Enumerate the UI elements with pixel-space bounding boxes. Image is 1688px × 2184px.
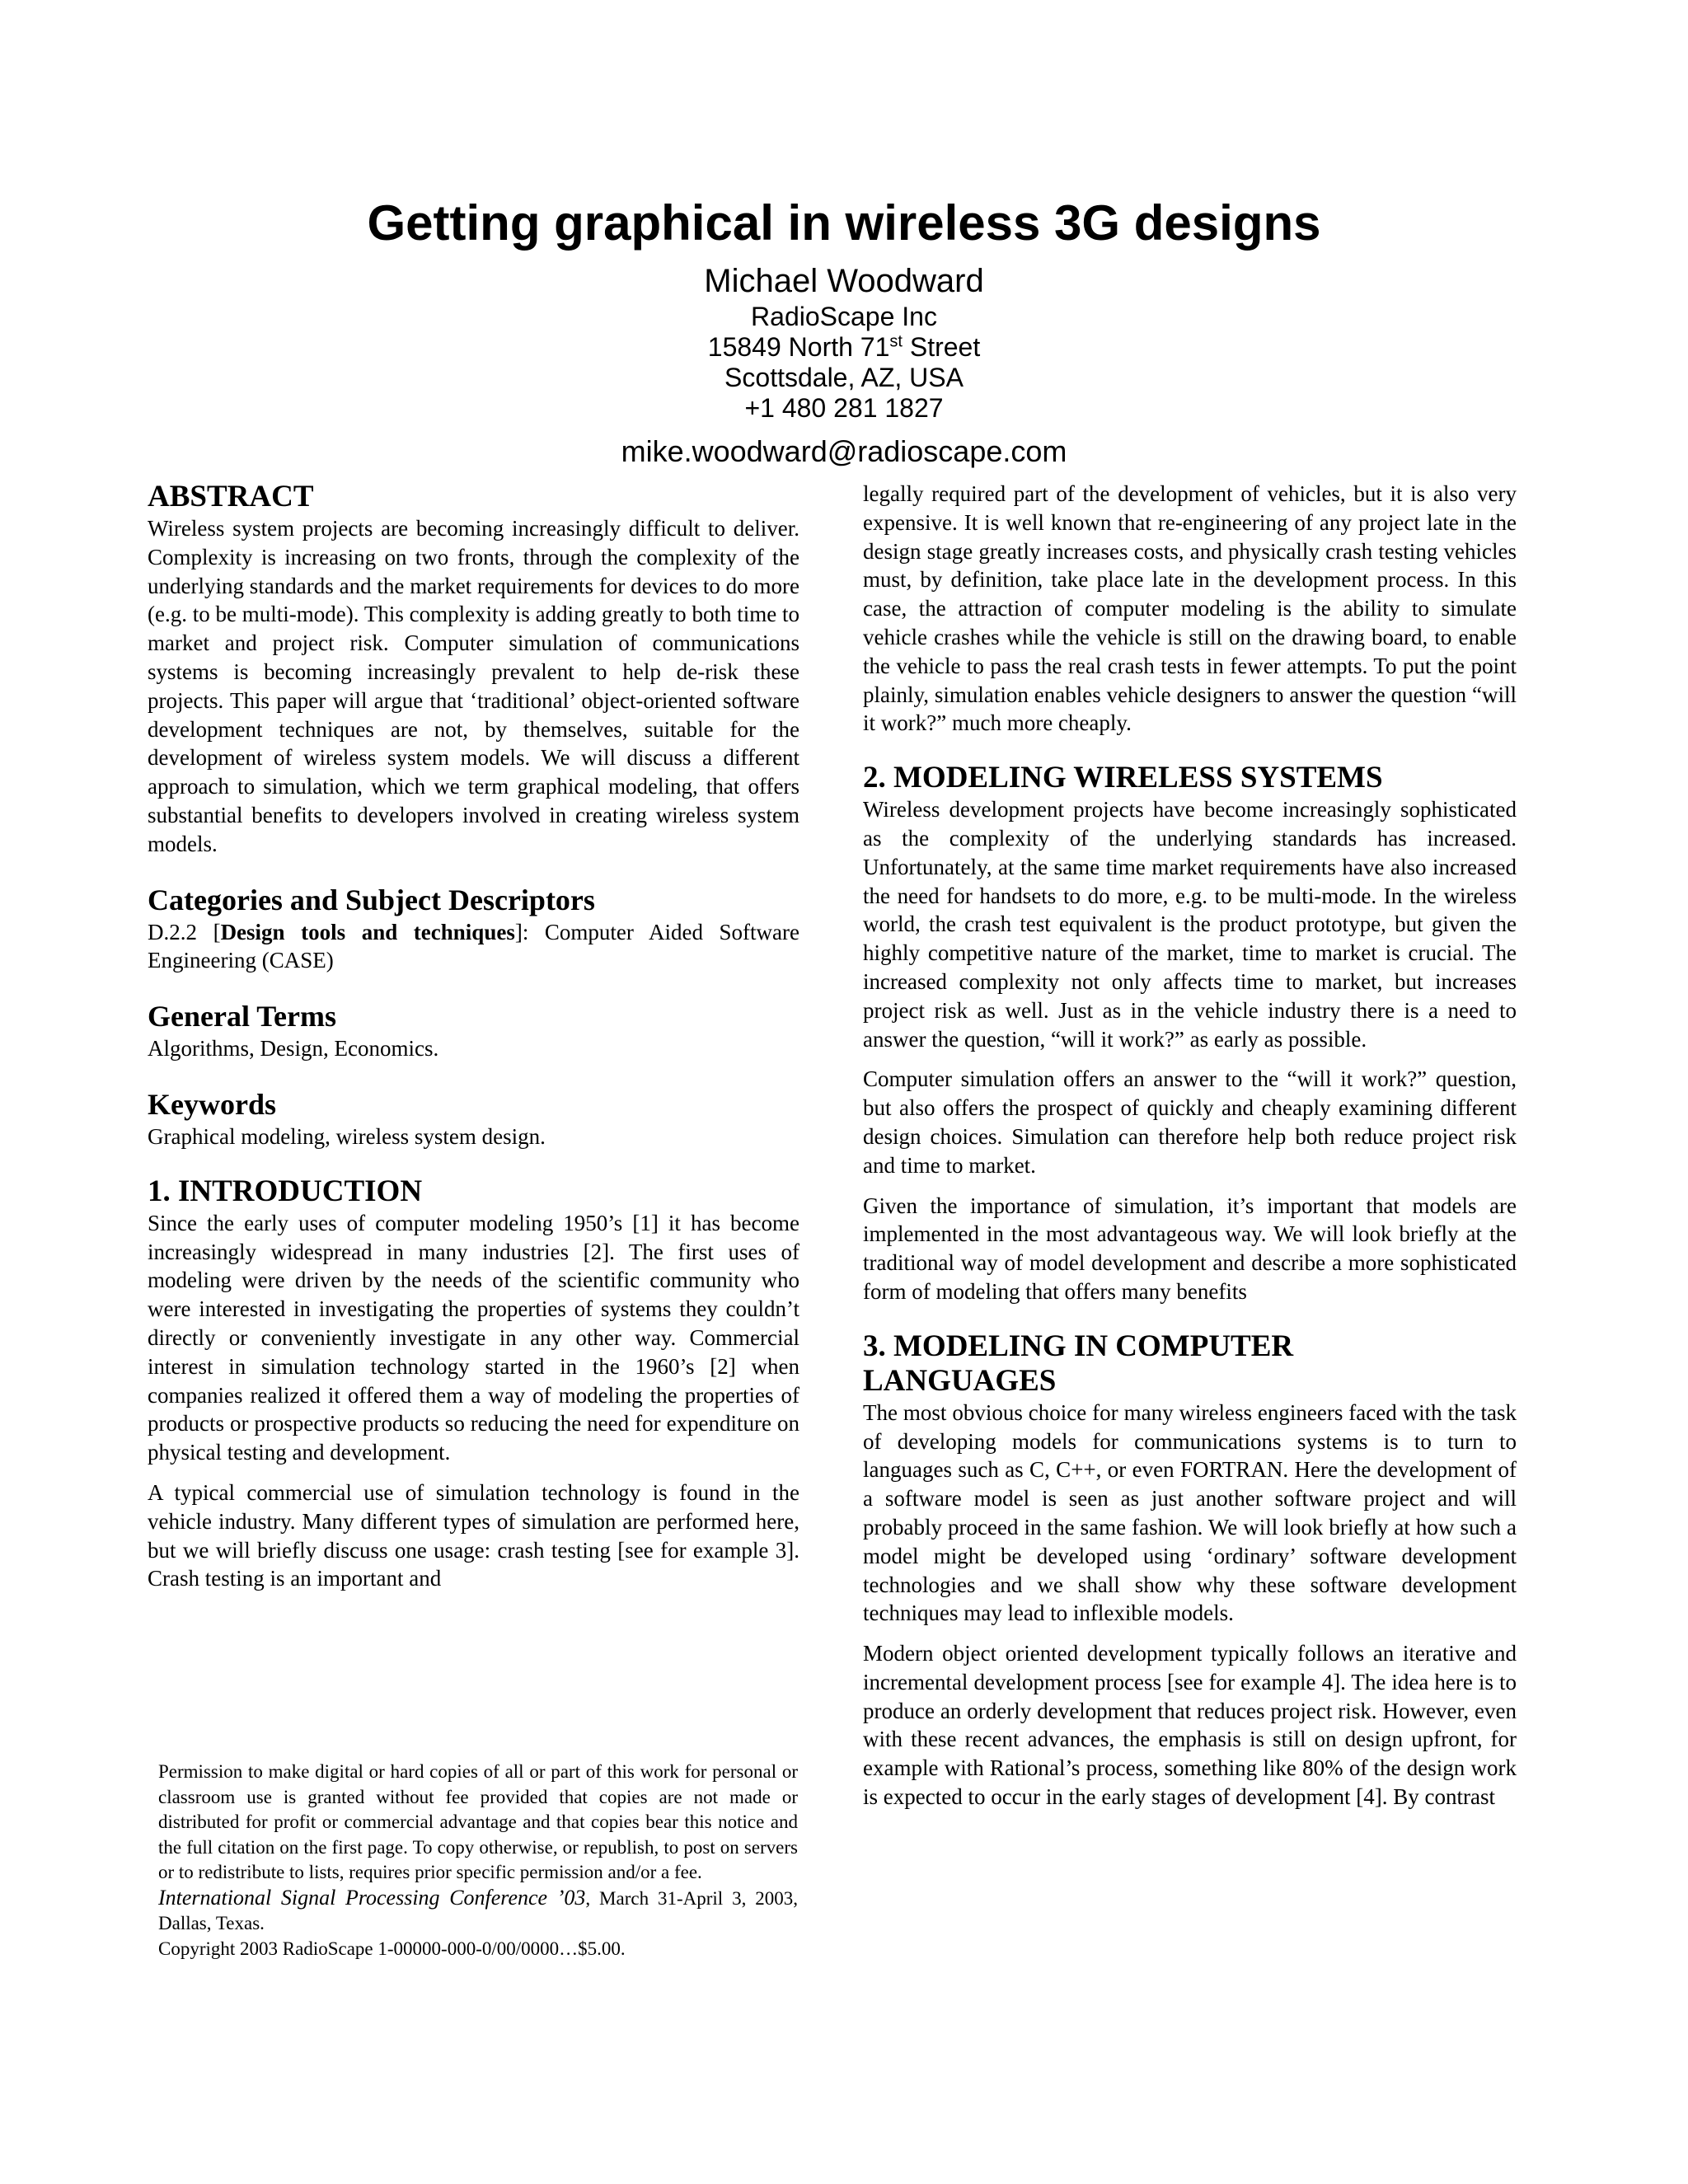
keywords-heading: Keywords [148,1087,276,1121]
section-2-paragraph: Given the importance of simulation, it’s important that models are implemented in the most advantageous way. We will look briefly at the traditional way of model development and describe a more sophisticated form of modeling that offers many benefits [863,1193,1517,1304]
introduction-continued: legally required part of the development of vehicles, but it is also very expensive. It is well known that re-engineering of any project late in the design stage greatly increases costs, and physically crash testing vehicles must, by definition, take place late in the development process. In this case, the attraction of computer modeling is the ability to simulate vehicle crashes while the vehicle is still on the drawing board, to enable the vehicle to pass the real crash tests in fewer attempts. To put the point plainly, simulation enables vehicle designers to answer the question “will it work?” much more cheaply. [863,481,1517,736]
section-3-heading-line-1: 3. MODELING IN COMPUTER [863,1329,1294,1363]
author-block [0,260,1688,424]
introduction-paragraph: Since the early uses of computer modeling 1950’s [1] it has become increasingly widespread in many industries [2]. The first uses of modeling were driven by the needs of the scientific community who were interested in investigating the properties of systems they couldn’t directly or conveniently investigate in any other way. Commercial interest in simulation technology started in the 1960’s [2] when companies realized it offered them a way of modeling the properties of products or prospective products so reducing the need for expenditure on physical testing and development. [148,1210,799,1465]
section-3-paragraph: The most obvious choice for many wireless engineers faced with the task of developing models for communications systems is to turn to languages such as C, C++, or even FORTRAN. Here the development of a software model is seen as just another software project and will probably proceed in the same fashion. We will look briefly at how such a model might be developed using ‘ordinary’ software development technologies and we shall show why these software development techniques may lead to inflexible models. [863,1399,1517,1626]
general-terms-heading: General Terms [148,1000,336,1033]
categories-rest: ]: Computer Aided Software Engineering (CASE) [148,919,799,973]
conference-name: International Signal Processing Conference ’03 [158,1885,586,1910]
right-column [863,480,1517,1811]
street-ordinal-suffix: st [889,332,903,351]
introduction-paragraph: A typical commercial use of simulation technology is found in the vehicle industry. Many different types of simulation are performed here, but we will briefly discuss one usage: crash testing [see for example 3]. Crash testing is an important and [148,1479,799,1591]
author-phone: +1 480 281 1827 [744,393,944,423]
author-name: Michael Woodward [704,263,984,299]
copyright-line: Copyright 2003 RadioScape 1-00000-000-0/00/0000…$5.00. [158,1938,626,1959]
section-2-paragraph: Computer simulation offers an answer to the “will it work?” question, but also offers the prospect of quickly and cheaply examining different design choices. Simulation can therefore help both reduce project risk and time to market. [863,1066,1517,1178]
author-email: mike.woodward@radioscape.com [621,434,1067,468]
author-street [0,332,1688,363]
categories-bold: Design tools and techniques [220,919,515,944]
section-2-heading: 2. MODELING WIRELESS SYSTEMS [863,761,1383,795]
categories-heading: Categories and Subject Descriptors [148,883,595,916]
abstract-heading: ABSTRACT [148,480,314,513]
permission-text: Permission to make digital or hard copies of all or part of this work for personal or classroom use is granted without fee provided that copies are not made or distributed for profit or commercial advantage and that copies bear this notice and the full citation on the first page. To copy otherwise, or republish, to post on servers or to redistribute to lists, requires prior specific permission and/or a fee. [158,1761,798,1882]
author-organization: RadioScape Inc [751,302,937,331]
permission-notice [158,1760,798,1961]
street-number: 15849 North 71 [707,332,890,362]
section-3-heading [863,1329,1517,1399]
keywords-text: Graphical modeling, wireless system design. [148,1123,546,1149]
general-terms-text: Algorithms, Design, Economics. [148,1036,439,1062]
section-3-heading-line-2: LANGUAGES [863,1363,1057,1398]
author-city: Scottsdale, AZ, USA [724,363,964,392]
conference-line [158,1886,798,1937]
categories-code: D.2.2 [ [148,919,221,944]
categories-text [148,918,799,976]
section-2-paragraph: Wireless development projects have become increasingly sophisticated as the complexity of the underlying standards has increased. Unfortunately, at the same time market requirements have also increased the need for handsets to do more, e.g. to be multi-mode. In the wireless world, the crash test equivalent is the product prototype, but given the highly competitive nature of the market, time to market is crucial. The increased complexity not only affects time to market, but increases project risk as well. Just as in the vehicle industry there is a need to answer the question, “will it work?” as early as possible. [863,797,1517,1052]
conference-details: , March 31-April 3, 2003, Dallas, Texas. [158,1887,798,1933]
paper-title: Getting graphical in wireless 3G designs [367,195,1321,251]
introduction-heading: 1. INTRODUCTION [148,1174,423,1208]
section-3-paragraph: Modern object oriented development typically follows an iterative and incremental development process [see for example 4]. The idea here is to produce an orderly development that reduces project risk. However, even with these recent advances, the emphasis is still on design upfront, for example with Rational’s process, something like 80% of the design work is expected to occur in the early stages of development [4]. By contrast [863,1641,1517,1810]
left-column [148,480,799,1593]
street-name: Street [902,332,981,362]
abstract-text: Wireless system projects are becoming increasingly difficult to deliver. Complexity is increasing on two fronts, through the complexity of the underlying standards and the market requirements for devices to do more (e.g. to be multi-mode). This complexity is adding greatly to both time to market and project risk. Computer simulation of communications systems is becoming increasingly prevalent to help de-risk these projects. This paper will argue that ‘traditional’ object-oriented software development techniques are not, by themselves, suitable for the development of wireless system models. We will discuss a different approach to simulation, which we term graphical modeling, that offers substantial benefits to developers involved in creating wireless system models. [148,516,799,856]
